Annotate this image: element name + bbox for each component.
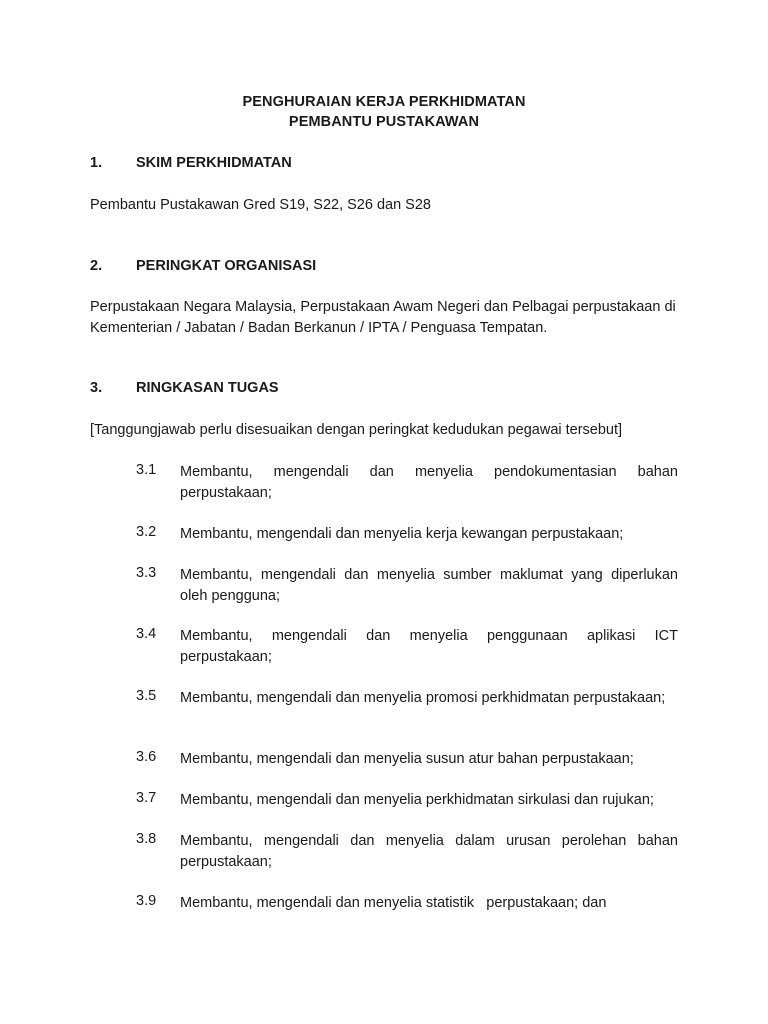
duty-text: Membantu, mengendali dan menyelia perkhidmatan sirkulasi dan rujukan; (180, 792, 654, 808)
duty-text: Membantu, mengendali dan menyelia dalam urusan perolehan bahan perpustakaan; (180, 833, 678, 870)
section-heading-skim: SKIM PERKHIDMATAN (136, 155, 292, 171)
section-body-ringkasan: [Tanggungjawab perlu disesuaikan dengan peringkat kedudukan pegawai tersebut] (90, 422, 623, 438)
document-title-line1: PENGHURAIAN KERJA PERKHIDMATAN (242, 94, 526, 110)
section-body-organisasi: Perpustakaan Negara Malaysia, Perpustakaan Awam Negeri dan Pelbagai perpustakaan di Kementerian / Jabatan / Badan Berkanun / IPTA / Penguasa Tempatan. (90, 299, 676, 336)
document-title-line2: PEMBANTU PUSTAKAWAN (288, 114, 480, 130)
duty-number: 3.5 (136, 688, 157, 704)
duty-number: 3.3 (136, 565, 157, 581)
duty-text: Membantu, mengendali dan menyelia pendokumentasian bahan perpustakaan; (180, 464, 678, 501)
section-number: 3. (90, 380, 103, 396)
duty-number: 3.4 (136, 626, 157, 642)
duty-number: 3.6 (136, 749, 157, 765)
duty-number: 3.1 (136, 462, 157, 478)
duty-number: 3.9 (136, 893, 157, 909)
duty-number: 3.7 (136, 790, 157, 806)
duty-text: Membantu, mengendali dan menyelia statistik perpustakaan; dan (180, 895, 607, 911)
duty-text: Membantu, mengendali dan menyelia susun atur bahan perpustakaan; (180, 751, 634, 767)
duty-text: Membantu, mengendali dan menyelia sumber maklumat yang diperlukan oleh pengguna; (180, 567, 678, 604)
section-heading-organisasi: PERINGKAT ORGANISASI (136, 258, 317, 274)
section-number: 2. (90, 258, 103, 274)
duty-text: Membantu, mengendali dan menyelia penggunaan aplikasi ICT perpustakaan; (180, 628, 678, 665)
section-number: 1. (90, 155, 103, 171)
duty-text: Membantu, mengendali dan menyelia kerja kewangan perpustakaan; (180, 526, 624, 542)
duty-text: Membantu, mengendali dan menyelia promosi perkhidmatan perpustakaan; (180, 690, 666, 706)
section-body-skim: Pembantu Pustakawan Gred S19, S22, S26 dan S28 (90, 197, 431, 213)
duty-number: 3.8 (136, 831, 157, 847)
duty-number: 3.2 (136, 524, 157, 540)
section-heading-ringkasan: RINGKASAN TUGAS (136, 380, 279, 396)
